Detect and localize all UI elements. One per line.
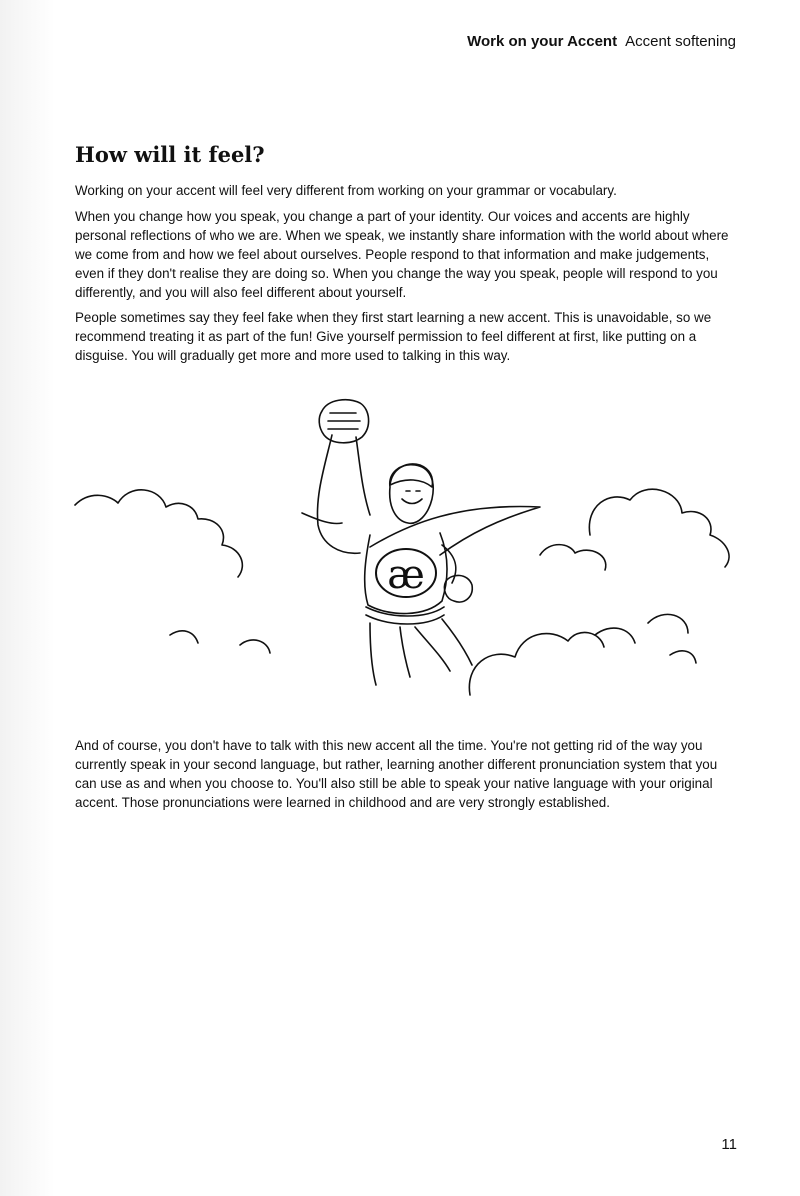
paragraph-intro: Working on your accent will feel very different from working on your grammar or vocabulary. [75, 183, 617, 198]
page-edge-shadow [0, 0, 55, 1196]
fist-fingers [328, 413, 360, 429]
running-head-section: Work on your Accent [467, 33, 618, 50]
cloud-right-curl [670, 651, 696, 663]
paragraph-fake: People sometimes say they feel fake when they first start learning a new accent. This is unavoidable, so we recommend treating it as part of the fun! Give yourself permission to feel different at first, like putting on a disguise. You will gradually get more and more used to talking in this way. [75, 310, 712, 363]
running-head-subsection: Accent softening [625, 33, 736, 50]
page-heading: How will it feel? [75, 142, 265, 167]
cloud-left-curl [240, 640, 270, 653]
superhero-illustration [70, 395, 740, 705]
right-fist [444, 575, 472, 602]
paragraph-identity: When you change how you speak, you change a part of your identity. Our voices and accents are highly personal reflections of who we are. When we speak, we instantly share information with the world about where we come from and how we feel about ourselves. People respond to that information and make judgements, even if they don't realise they are doing so. When you change the way you speak, people will respond to you differently, and you will also feel different about yourself. [75, 209, 729, 300]
cloud-right [589, 489, 729, 567]
head [390, 465, 434, 524]
legs [370, 619, 472, 685]
cloud-right-lower [540, 545, 606, 570]
raised-arm-inner [356, 437, 370, 515]
chest-symbol: æ [387, 552, 425, 598]
page-number: 11 [721, 1136, 737, 1153]
paragraph-choice: And of course, you don't have to talk with this new accent all the time. You're not getting rid of the way you currently speak in your second language, but rather, learning another different pronunciation system that you can use as and when you choose to. You'll also still be able to speak your native language with your original accent. Those pronunciations were learned in childhood and are very strongly established. [75, 738, 718, 810]
cloud-center [469, 632, 604, 695]
face [402, 491, 422, 504]
cloud-left-curl [170, 631, 198, 643]
cloud-right-curl [648, 614, 688, 633]
raised-arm [317, 435, 360, 553]
cape-left [302, 513, 342, 524]
running-head [467, 33, 736, 50]
cloud-left [75, 490, 242, 577]
hair [390, 464, 433, 487]
